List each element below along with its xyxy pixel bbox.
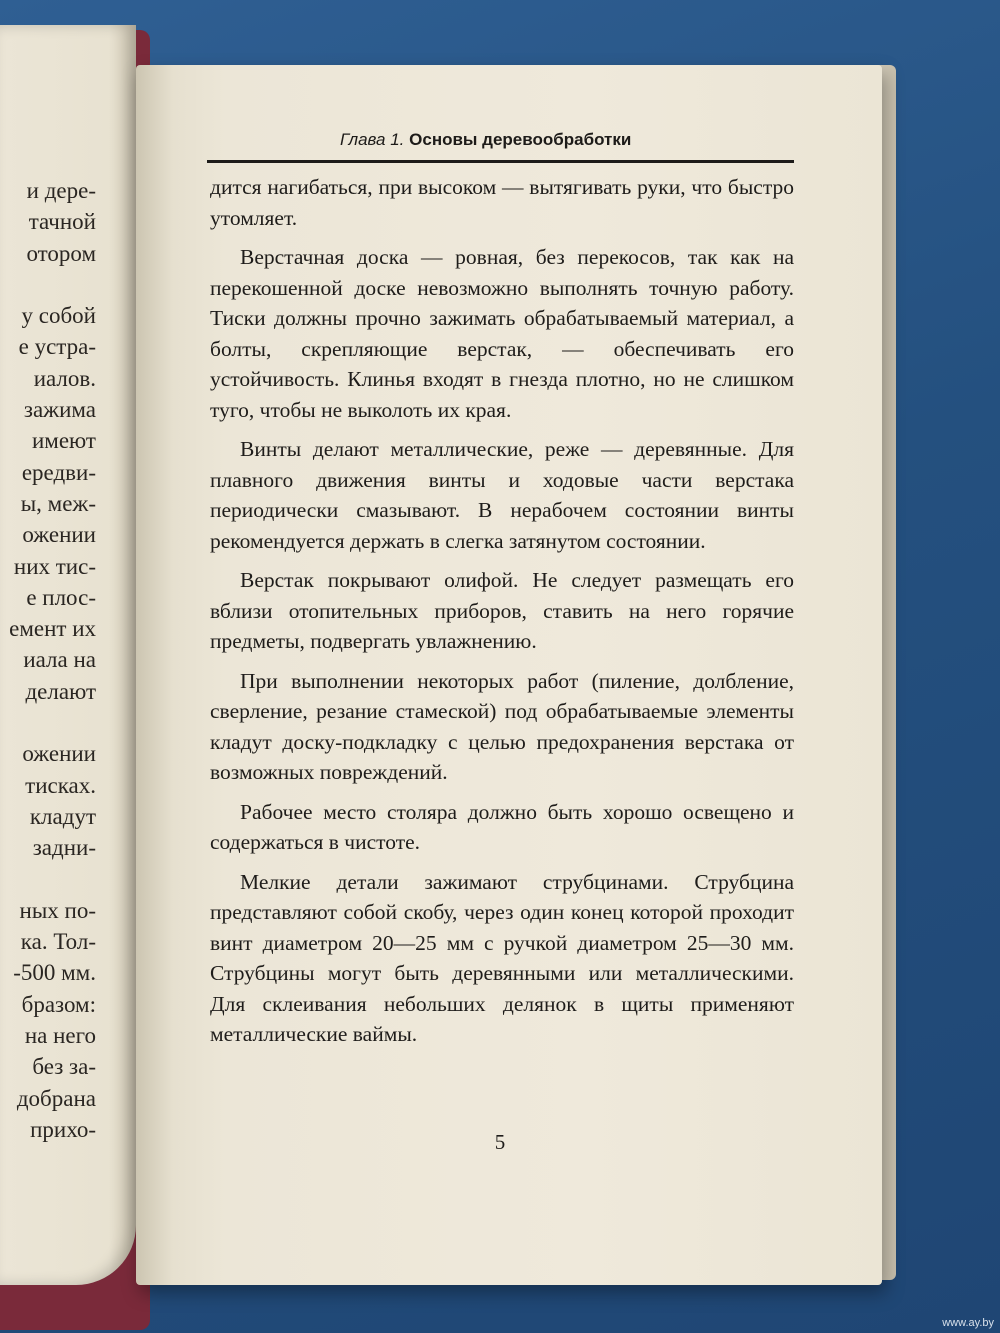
left-page-line: добрана bbox=[16, 1085, 96, 1111]
paragraph: Верстачная доска — ровная, без перекосов, так как на перекошенной доске невозможно выполнять точную работу. Тиски должны прочно зажимать обрабатываемый материал, а болты, скрепляющие верстак, — обеспечивать его устойчивость. Клинья входят в гнезда плотно, но не слишком туго, чтобы не выколоть их края. bbox=[210, 245, 794, 422]
left-page-line: без за- bbox=[32, 1054, 96, 1080]
left-page-line: и дере- bbox=[26, 178, 96, 203]
left-page-line: задни- bbox=[32, 835, 96, 861]
left-page-line bbox=[0, 269, 96, 300]
left-page-line: ожении bbox=[22, 741, 96, 767]
header-rule bbox=[207, 160, 794, 163]
left-page-line: ных по- bbox=[19, 897, 96, 923]
chapter-label: Глава 1. bbox=[340, 130, 405, 149]
left-page-line: ы, меж- bbox=[20, 490, 96, 516]
left-page-line bbox=[0, 707, 96, 738]
left-page-line: кладут bbox=[29, 803, 96, 829]
left-page-line: них тис- bbox=[13, 553, 96, 579]
left-page-line: тисках. bbox=[25, 772, 96, 798]
watermark: www.ay.by bbox=[942, 1317, 994, 1329]
left-page-line: е устра- bbox=[18, 334, 96, 360]
left-page-line: прихо- bbox=[30, 1116, 96, 1142]
chapter-title: Основы деревообработки bbox=[409, 130, 632, 149]
left-page-line: емент их bbox=[9, 616, 96, 642]
paragraph: Рабочее место столяра должно быть хорошо освещено и содержаться в чистоте. bbox=[210, 799, 794, 854]
paragraph: дится нагибаться, при высоком — вытягивать руки, что быстро утомляет. bbox=[210, 175, 794, 230]
left-page-line: у собой bbox=[21, 303, 96, 329]
left-page-line: имеют bbox=[31, 428, 96, 454]
left-page-line: е плос- bbox=[26, 584, 96, 610]
left-page-line: -500 мм. bbox=[13, 960, 96, 986]
left-page-line: отором bbox=[26, 240, 96, 266]
left-page-line: ожении bbox=[22, 522, 96, 548]
left-page-line bbox=[0, 864, 96, 895]
page-number: 5 bbox=[494, 1130, 506, 1154]
left-page-line: иалов. bbox=[33, 365, 96, 391]
left-page-line: на него bbox=[24, 1023, 96, 1049]
left-page-line: бразом: bbox=[21, 991, 96, 1017]
paragraph: При выполнении некоторых работ (пиление, долбление, сверление, резание стамеской) под обрабатываемые элементы кладут доску-подкладку с целью предохранения верстака от возможных повреждений. bbox=[210, 668, 794, 784]
left-page-text bbox=[0, 175, 96, 1145]
left-page-line: зажима bbox=[23, 397, 96, 423]
paragraph: Мелкие детали зажимают струбцинами. Струбцина представляют собой скобу, через один конец которой проходит винт диаметром 20—25 мм с ручкой диаметром 25—30 мм. Струбцины могут быть деревянными или металлическими. Для склеивания небольших делянок в щиты применяют металлические ваймы. bbox=[210, 869, 794, 1046]
paragraph: Винты делают металлические, реже — деревянные. Для плавного движения винты и ходовые части верстака периодически смазывают. В нерабочем состоянии винты рекомендуется держать в слегка затянутом состоянии. bbox=[210, 437, 794, 553]
page-body bbox=[210, 172, 794, 1059]
running-header bbox=[340, 130, 790, 150]
left-page bbox=[0, 25, 136, 1285]
left-page-line: ка. Тол- bbox=[20, 929, 96, 955]
left-page-line: иала на bbox=[23, 647, 96, 673]
left-page-line: делают bbox=[25, 678, 96, 704]
left-page-line: ередви- bbox=[21, 459, 96, 485]
paragraph: Верстак покрывают олифой. Не следует размещать его вблизи отопительных приборов, ставить на него горячие предметы, подвергать увлажнению. bbox=[210, 568, 794, 653]
left-page-line: тачной bbox=[28, 209, 96, 235]
